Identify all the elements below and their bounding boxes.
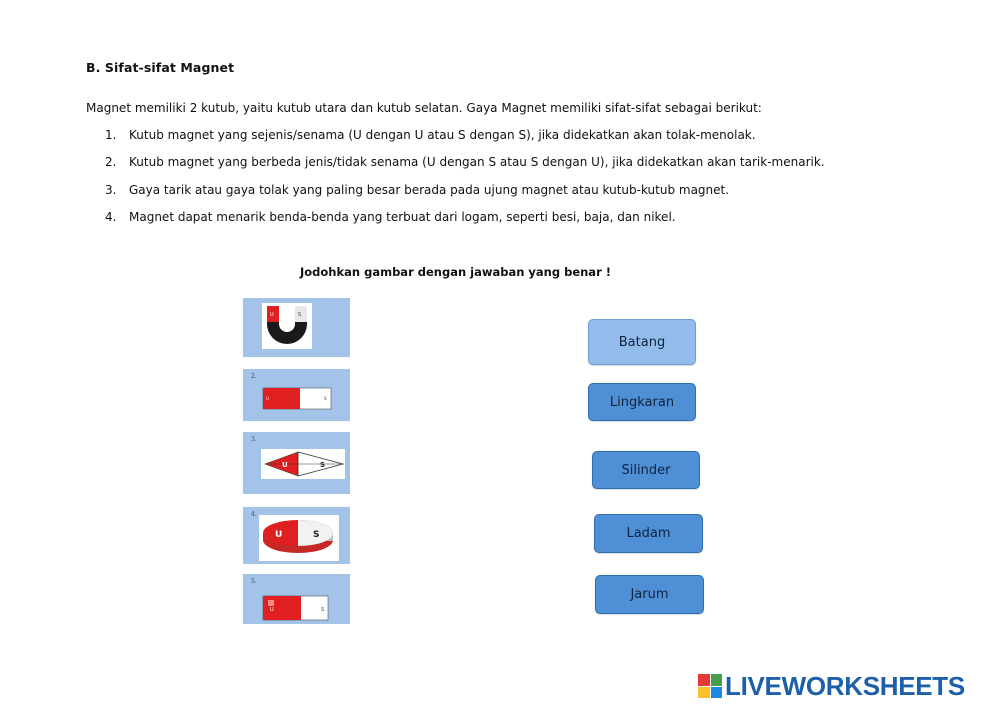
property-list (105, 128, 825, 237)
liveworksheets-brand (698, 671, 965, 701)
brand-name: LIVEWORKSHEETS (725, 670, 965, 701)
list-item (105, 210, 825, 237)
svg-text:U: U (270, 607, 274, 613)
svg-text:U: U (266, 396, 269, 401)
horseshoe-magnet-card[interactable] (243, 298, 350, 357)
list-number: 3. (105, 182, 117, 197)
card-number: 3. (251, 436, 257, 443)
svg-text:S: S (298, 312, 302, 318)
answer-silinder-button[interactable]: Silinder (592, 451, 700, 489)
svg-text:S: S (321, 607, 325, 613)
disc-magnet-card[interactable] (243, 507, 350, 564)
pole-label-north: U (275, 530, 283, 540)
svg-text:U: U (270, 312, 274, 318)
pole-label-north: U (282, 461, 288, 469)
bar-magnet-card[interactable] (243, 369, 350, 421)
intro-text: Magnet memiliki 2 kutub, yaitu kutub utara dan kutub selatan. Gaya Magnet memiliki sifat-sifat sebagai berikut: (86, 101, 762, 115)
exercise-instruction: Jodohkan gambar dengan jawaban yang benar ! (300, 265, 611, 279)
cylinder-magnet-icon (243, 574, 350, 624)
list-number: 1. (105, 128, 117, 142)
pole-label-south: S (313, 530, 320, 540)
section-heading: B. Sifat-sifat Magnet (86, 60, 235, 75)
horseshoe-magnet-icon (243, 298, 350, 357)
list-item (105, 128, 825, 155)
list-item (105, 155, 825, 182)
list-text: Gaya tarik atau gaya tolak yang paling besar berada pada ujung magnet atau kutub-kutub magnet. (129, 182, 730, 197)
card-number: 4. (251, 511, 257, 518)
needle-magnet-card[interactable] (243, 432, 350, 494)
answer-batang-button[interactable]: Batang (588, 319, 696, 365)
list-text: Magnet dapat menarik benda-benda yang terbuat dari logam, seperti besi, baja, dan nikel. (129, 209, 676, 224)
answer-lingkaran-button[interactable]: Lingkaran (588, 383, 696, 421)
answer-jarum-button[interactable]: Jarum (595, 575, 704, 614)
disc-magnet-icon (243, 507, 350, 564)
list-number: 4. (105, 209, 117, 224)
list-text: Kutub magnet yang berbeda jenis/tidak senama (U dengan S atau S dengan U), jika didekatkan akan tarik-menarik. (129, 155, 825, 170)
bar-magnet-icon (243, 369, 350, 421)
pole-label-south: S (320, 461, 326, 469)
needle-magnet-icon (243, 432, 350, 494)
card-number: 2. (251, 373, 257, 380)
answer-ladam-button[interactable]: Ladam (594, 514, 703, 553)
list-text: Kutub magnet yang sejenis/senama (U dengan U atau S dengan S), jika didekatkan akan tolak-menolak. (129, 128, 756, 142)
list-item (105, 183, 825, 210)
liveworksheets-logo-icon (698, 674, 722, 698)
svg-text:S: S (324, 396, 327, 401)
cylinder-magnet-card[interactable] (243, 574, 350, 624)
card-number: 5. (251, 578, 257, 585)
list-number: 2. (105, 155, 117, 170)
